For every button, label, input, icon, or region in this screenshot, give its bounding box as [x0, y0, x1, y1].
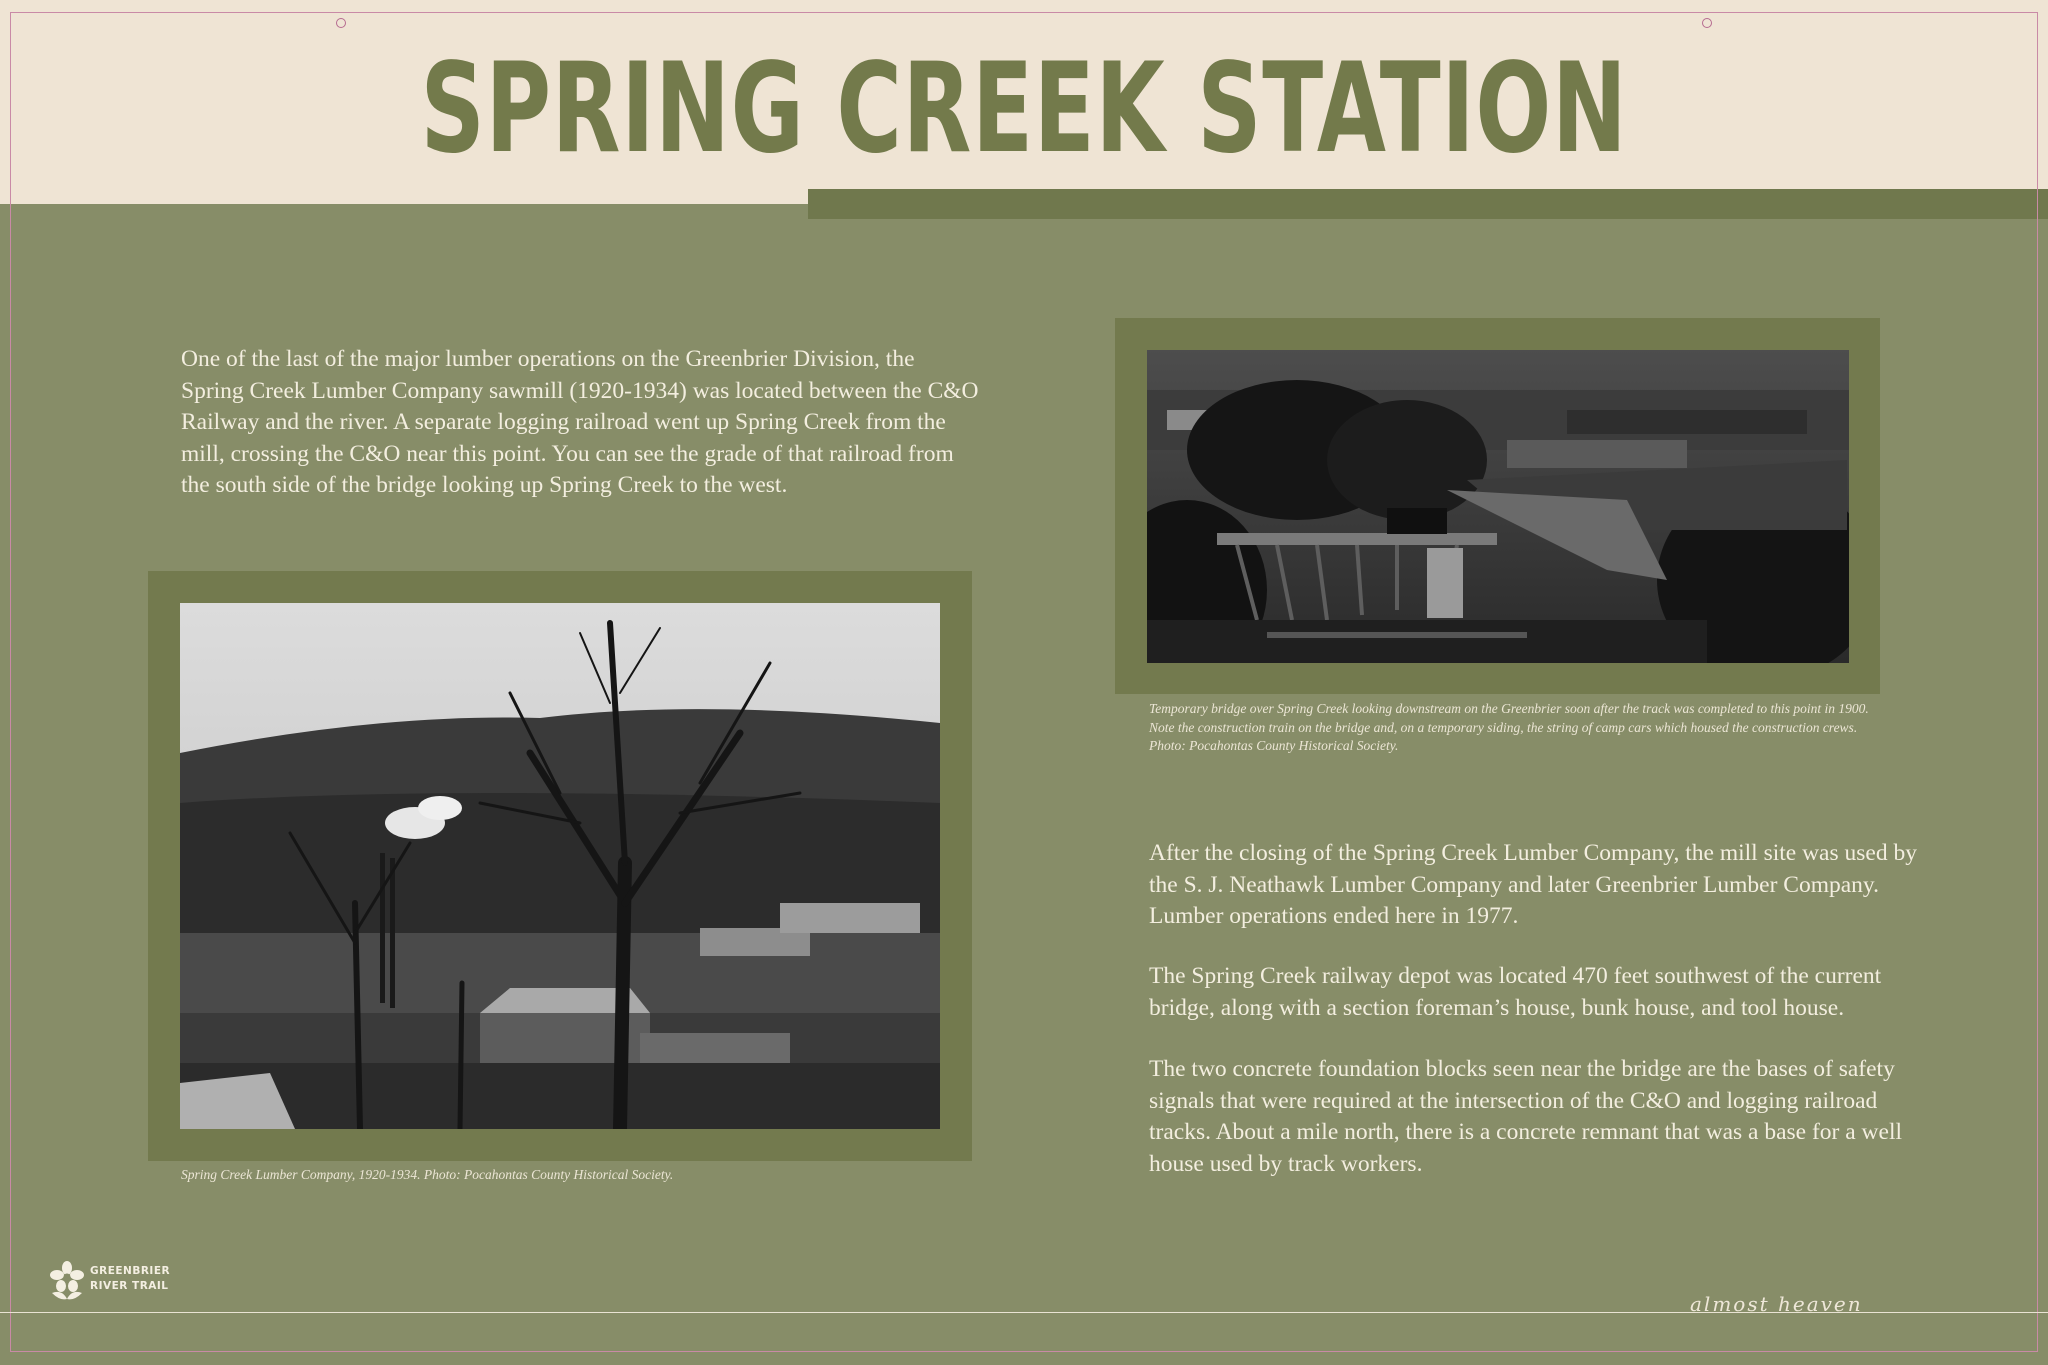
- closing-paragraph: After the closing of the Spring Creek Lumber Company, the mill site was used by the S. J. Neathawk Lumber Company and later Greenbrier Lumber Company. Lumber operations ended here in 1977.: [1149, 840, 1917, 929]
- bridge-photo: [1147, 350, 1849, 663]
- registration-mark-left: [336, 18, 346, 28]
- bridge-photo-caption: Temporary bridge over Spring Creek looking downstream on the Greenbrier soon after the track was completed to this point in 1900. Note the construction train on the bridge and, on a temporary siding, the string of camp cars which housed the construction crews. Photo: Pocahontas County Historical Society.: [1149, 701, 1869, 753]
- trim-line-right: [2037, 12, 2038, 1352]
- trim-line-bottom: [10, 1351, 2038, 1352]
- intro-paragraph: One of the last of the major lumber operations on the Greenbrier Division, the Spring Creek Lumber Company sawmill (1920-1934) was located between the C&O Railway and the river. A separate logging railroad went up Spring Creek from the mill, crossing the C&O near this point. You can see the grade of that railroad from the south side of the bridge looking up Spring Creek to the west.: [181, 346, 979, 498]
- logo-wordmark: [90, 1264, 170, 1294]
- mill-photo-caption: Spring Creek Lumber Company, 1920-1934. Photo: Pocahontas County Historical Society.: [181, 1167, 674, 1182]
- logo-line-2: RIVER TRAIL: [90, 1280, 169, 1292]
- almost-heaven-tagline: almost heaven: [1690, 1292, 1863, 1316]
- registration-mark-right: [1702, 18, 1712, 28]
- bridge-photo-image: [1147, 350, 1849, 663]
- header-accent-bar: [808, 189, 2048, 219]
- trim-line-left: [10, 12, 11, 1352]
- rhododendron-flower-icon: [48, 1259, 86, 1301]
- depot-paragraph: The Spring Creek railway depot was located 470 feet southwest of the current bridge, along with a section foreman’s house, bunk house, and tool house.: [1149, 963, 1882, 1021]
- logo-line-1: GREENBRIER: [90, 1265, 171, 1277]
- mill-photo: [180, 603, 940, 1129]
- foundation-paragraph: The two concrete foundation blocks seen near the bridge are the bases of safety signals that were required at the intersection of the C&O and logging railroad tracks. About a mile north, there is a concrete remnant that was a base for a well house used by track workers.: [1149, 1056, 1903, 1177]
- trim-line-top: [10, 12, 2038, 13]
- mill-photo-image: [180, 603, 940, 1129]
- greenbrier-river-trail-logo: [48, 1259, 188, 1301]
- page-title: SPRING CREEK STATION: [420, 37, 1628, 181]
